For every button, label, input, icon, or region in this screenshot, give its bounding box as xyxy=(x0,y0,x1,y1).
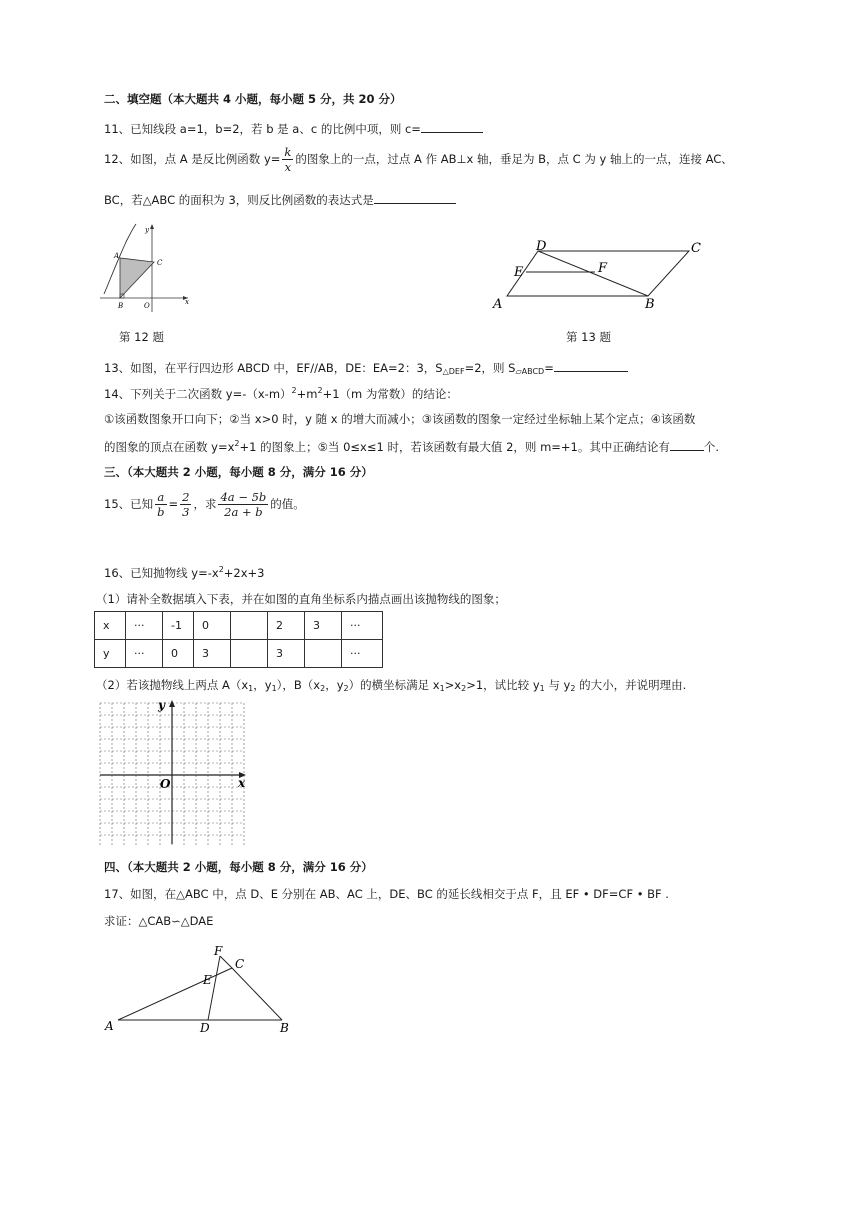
fraction-1-denominator: b xyxy=(157,505,165,519)
fraction-expression xyxy=(218,490,268,519)
table-cell-blank[interactable] xyxy=(231,612,268,640)
fig17-label-C: C xyxy=(235,957,245,971)
question-14-line-1 xyxy=(104,386,458,402)
question-16-part-1: （1）请补全数据填入下表，并在如图的直角坐标系内描点画出该抛物线的图象； xyxy=(96,592,506,606)
fraction-denominator: x xyxy=(284,160,292,174)
shaded-triangle xyxy=(120,258,154,298)
section-heading-3: 三、（本大题共 2 小题，每小题 8 分，满分 16 分） xyxy=(104,465,373,479)
table-cell-blank[interactable] xyxy=(231,640,268,668)
question-17-proof: 求证：△CAB∽△DAE xyxy=(104,914,214,928)
answer-blank-13[interactable] xyxy=(554,359,628,372)
fraction-a-over-b xyxy=(155,490,166,519)
question-12-suffix: 的图象上的一点，过点 A 作 AB⊥x 轴，垂足为 B，点 C 为 y 轴上的一点，连接 AC、 xyxy=(295,152,733,166)
table-cell: 3 xyxy=(268,640,305,668)
table-cell: 3 xyxy=(305,612,342,640)
fig13-label-B: B xyxy=(645,297,655,312)
part2-sub: 2 xyxy=(343,684,349,693)
question-16-part-2 xyxy=(96,677,686,693)
answer-blank-11[interactable] xyxy=(421,120,483,133)
line-FD xyxy=(208,956,220,1020)
question-12-line-1 xyxy=(104,145,733,174)
fraction-3-denominator: 2a + b xyxy=(224,505,263,519)
fraction-2-denominator: 3 xyxy=(182,505,190,519)
fraction-2-over-3 xyxy=(180,490,191,519)
fig17-label-F: F xyxy=(214,944,223,958)
y-arrow xyxy=(150,224,154,229)
part2-sub: 2 xyxy=(570,684,576,693)
part2-sub: 1 xyxy=(248,684,254,693)
coordinate-grid[interactable] xyxy=(98,698,250,846)
part2-g: >1，试比较 y xyxy=(466,678,540,692)
question-17: 17、如图，在△ABC 中，点 D、E 分别在 AB、AC 上，DE、BC 的延长线相交于点 F，且 EF • DF=CF • BF . xyxy=(104,887,669,901)
section-heading-4: 四、（本大题共 2 小题，每小题 8 分，满分 16 分） xyxy=(104,860,373,874)
table-cell: y xyxy=(95,640,126,668)
part2-sub: 1 xyxy=(271,684,277,693)
fraction-3-numerator: 4a − 5b xyxy=(220,490,267,504)
figure-17 xyxy=(102,942,302,1034)
fig17-label-B: B xyxy=(280,1021,289,1034)
question-15 xyxy=(104,490,305,519)
question-13-text-1: 13、如图，在平行四边形 ABCD 中，EF//AB，DE：EA=2：3，S xyxy=(104,361,443,375)
question-12-line-2-text: BC，若△ABC 的面积为 3，则反比例函数的表达式是 xyxy=(104,193,374,207)
table-cell: ··· xyxy=(342,640,383,668)
question-13-sub-2: ▱ABCD xyxy=(515,367,545,376)
part2-b: ，y xyxy=(253,678,272,692)
fig17-label-D: D xyxy=(200,1021,210,1034)
question-16-sup: 2 xyxy=(218,565,224,574)
fig13-label-F: F xyxy=(598,261,608,276)
fig13-label-C: C xyxy=(691,241,701,256)
fraction-2-numerator: 2 xyxy=(182,490,190,504)
question-14-sup-2: 2 xyxy=(317,386,323,395)
part2-sub: 1 xyxy=(539,684,545,693)
grid-y-arrow xyxy=(169,700,175,707)
line-AC xyxy=(118,968,232,1020)
question-14-text-1: 14、下列关于二次函数 y=-（x-m） xyxy=(104,387,292,401)
table-cell: x xyxy=(95,612,126,640)
part2-c: ），B（x xyxy=(276,678,321,692)
fig12-label-C: C xyxy=(157,259,163,267)
fig12-label-x: x xyxy=(185,298,189,306)
section-heading-2: 二、填空题（本大题共 4 小题，每小题 5 分，共 20 分） xyxy=(104,92,402,106)
question-14-line-2: ①该函数图象开口向下；②当 x>0 时，y 随 x 的增大而减小；③该函数的图象一定经过坐标轴上某个定点；④该函数 xyxy=(104,412,696,426)
question-13 xyxy=(104,359,628,376)
table-cell: ··· xyxy=(126,640,163,668)
fraction-numerator: k xyxy=(284,145,292,159)
fraction-1-numerator: a xyxy=(155,490,166,505)
table-row-x xyxy=(95,612,383,640)
value-table xyxy=(94,611,383,668)
question-16-text-1: 16、已知抛物线 y=-x xyxy=(104,566,219,580)
question-14-line-3a: 的图象的顶点在函数 y=x xyxy=(104,440,235,454)
figure-13 xyxy=(488,236,710,312)
fig13-label-D: D xyxy=(536,239,547,254)
table-cell: ··· xyxy=(126,612,163,640)
part2-a: （2）若该抛物线上两点 A（x xyxy=(96,678,249,692)
question-13-text-2: =2，则 S xyxy=(464,361,516,375)
line-CB xyxy=(232,968,282,1020)
part2-sub: 2 xyxy=(320,684,326,693)
part2-d: ，y xyxy=(325,678,344,692)
fig13-label-E: E xyxy=(514,265,524,280)
question-14-text-2: +m xyxy=(296,387,318,401)
answer-blank-12[interactable] xyxy=(374,191,456,204)
question-14-line-3c: 个. xyxy=(703,440,720,454)
part2-e: ）的横坐标满足 x xyxy=(348,678,440,692)
question-15-suffix: 的值。 xyxy=(270,497,305,511)
grid-label-O: O xyxy=(160,777,171,791)
table-cell: -1 xyxy=(163,612,194,640)
part2-sub: 1 xyxy=(439,684,445,693)
question-12-prefix: 12、如图，点 A 是反比例函数 y= xyxy=(104,152,281,166)
table-row-y xyxy=(95,640,383,668)
fig12-label-B: B xyxy=(118,302,124,310)
fig13-label-A: A xyxy=(493,297,503,312)
question-13-sub-1: △DEF xyxy=(442,367,465,376)
question-13-text-3: = xyxy=(544,361,554,375)
equals-sign: = xyxy=(168,497,179,511)
grid-label-y: y xyxy=(158,698,165,712)
question-14-line-3b: +1 的图象上；⑤当 0≤x≤1 时，若该函数有最大值 2，则 m=+1。其中正确结论有 xyxy=(239,440,670,454)
question-16-text-2: +2x+3 xyxy=(223,566,265,580)
part2-i: 的大小，并说明理由. xyxy=(575,678,687,692)
table-cell: 0 xyxy=(194,612,231,640)
question-14-line-3-sup: 2 xyxy=(234,439,240,448)
table-cell-blank[interactable] xyxy=(305,640,342,668)
part2-h: 与 y xyxy=(544,678,571,692)
fig17-label-A: A xyxy=(105,1019,114,1033)
figure-12 xyxy=(96,222,196,316)
question-16 xyxy=(104,565,265,581)
figure-13-caption: 第 13 题 xyxy=(566,330,611,344)
table-cell: 0 xyxy=(163,640,194,668)
figure-12-caption: 第 12 题 xyxy=(119,330,164,344)
fraction-k-over-x xyxy=(282,145,293,174)
fig17-label-E: E xyxy=(203,973,212,987)
question-11-text: 11、已知线段 a=1，b=2，若 b 是 a、c 的比例中项，则 c= xyxy=(104,122,421,136)
question-14-text-3: +1（m 为常数）的结论： xyxy=(322,387,458,401)
part2-sub: 2 xyxy=(461,684,467,693)
grid-label-x: x xyxy=(238,776,246,790)
fig12-label-A: A xyxy=(114,252,120,260)
table-cell: ··· xyxy=(342,612,383,640)
question-15-prefix: 15、已知 xyxy=(104,497,154,511)
part2-f: >x xyxy=(444,678,462,692)
answer-blank-14[interactable] xyxy=(670,438,704,451)
fig12-label-y: y xyxy=(145,226,149,234)
question-15-mid: ，求 xyxy=(193,497,217,511)
question-11 xyxy=(104,120,483,137)
question-12-line-2 xyxy=(104,191,456,208)
question-14-line-3 xyxy=(104,438,719,455)
line-DB xyxy=(538,251,648,296)
table-cell: 3 xyxy=(194,640,231,668)
table-cell: 2 xyxy=(268,612,305,640)
question-14-sup-1: 2 xyxy=(291,386,297,395)
fig12-label-O: O xyxy=(144,302,150,310)
